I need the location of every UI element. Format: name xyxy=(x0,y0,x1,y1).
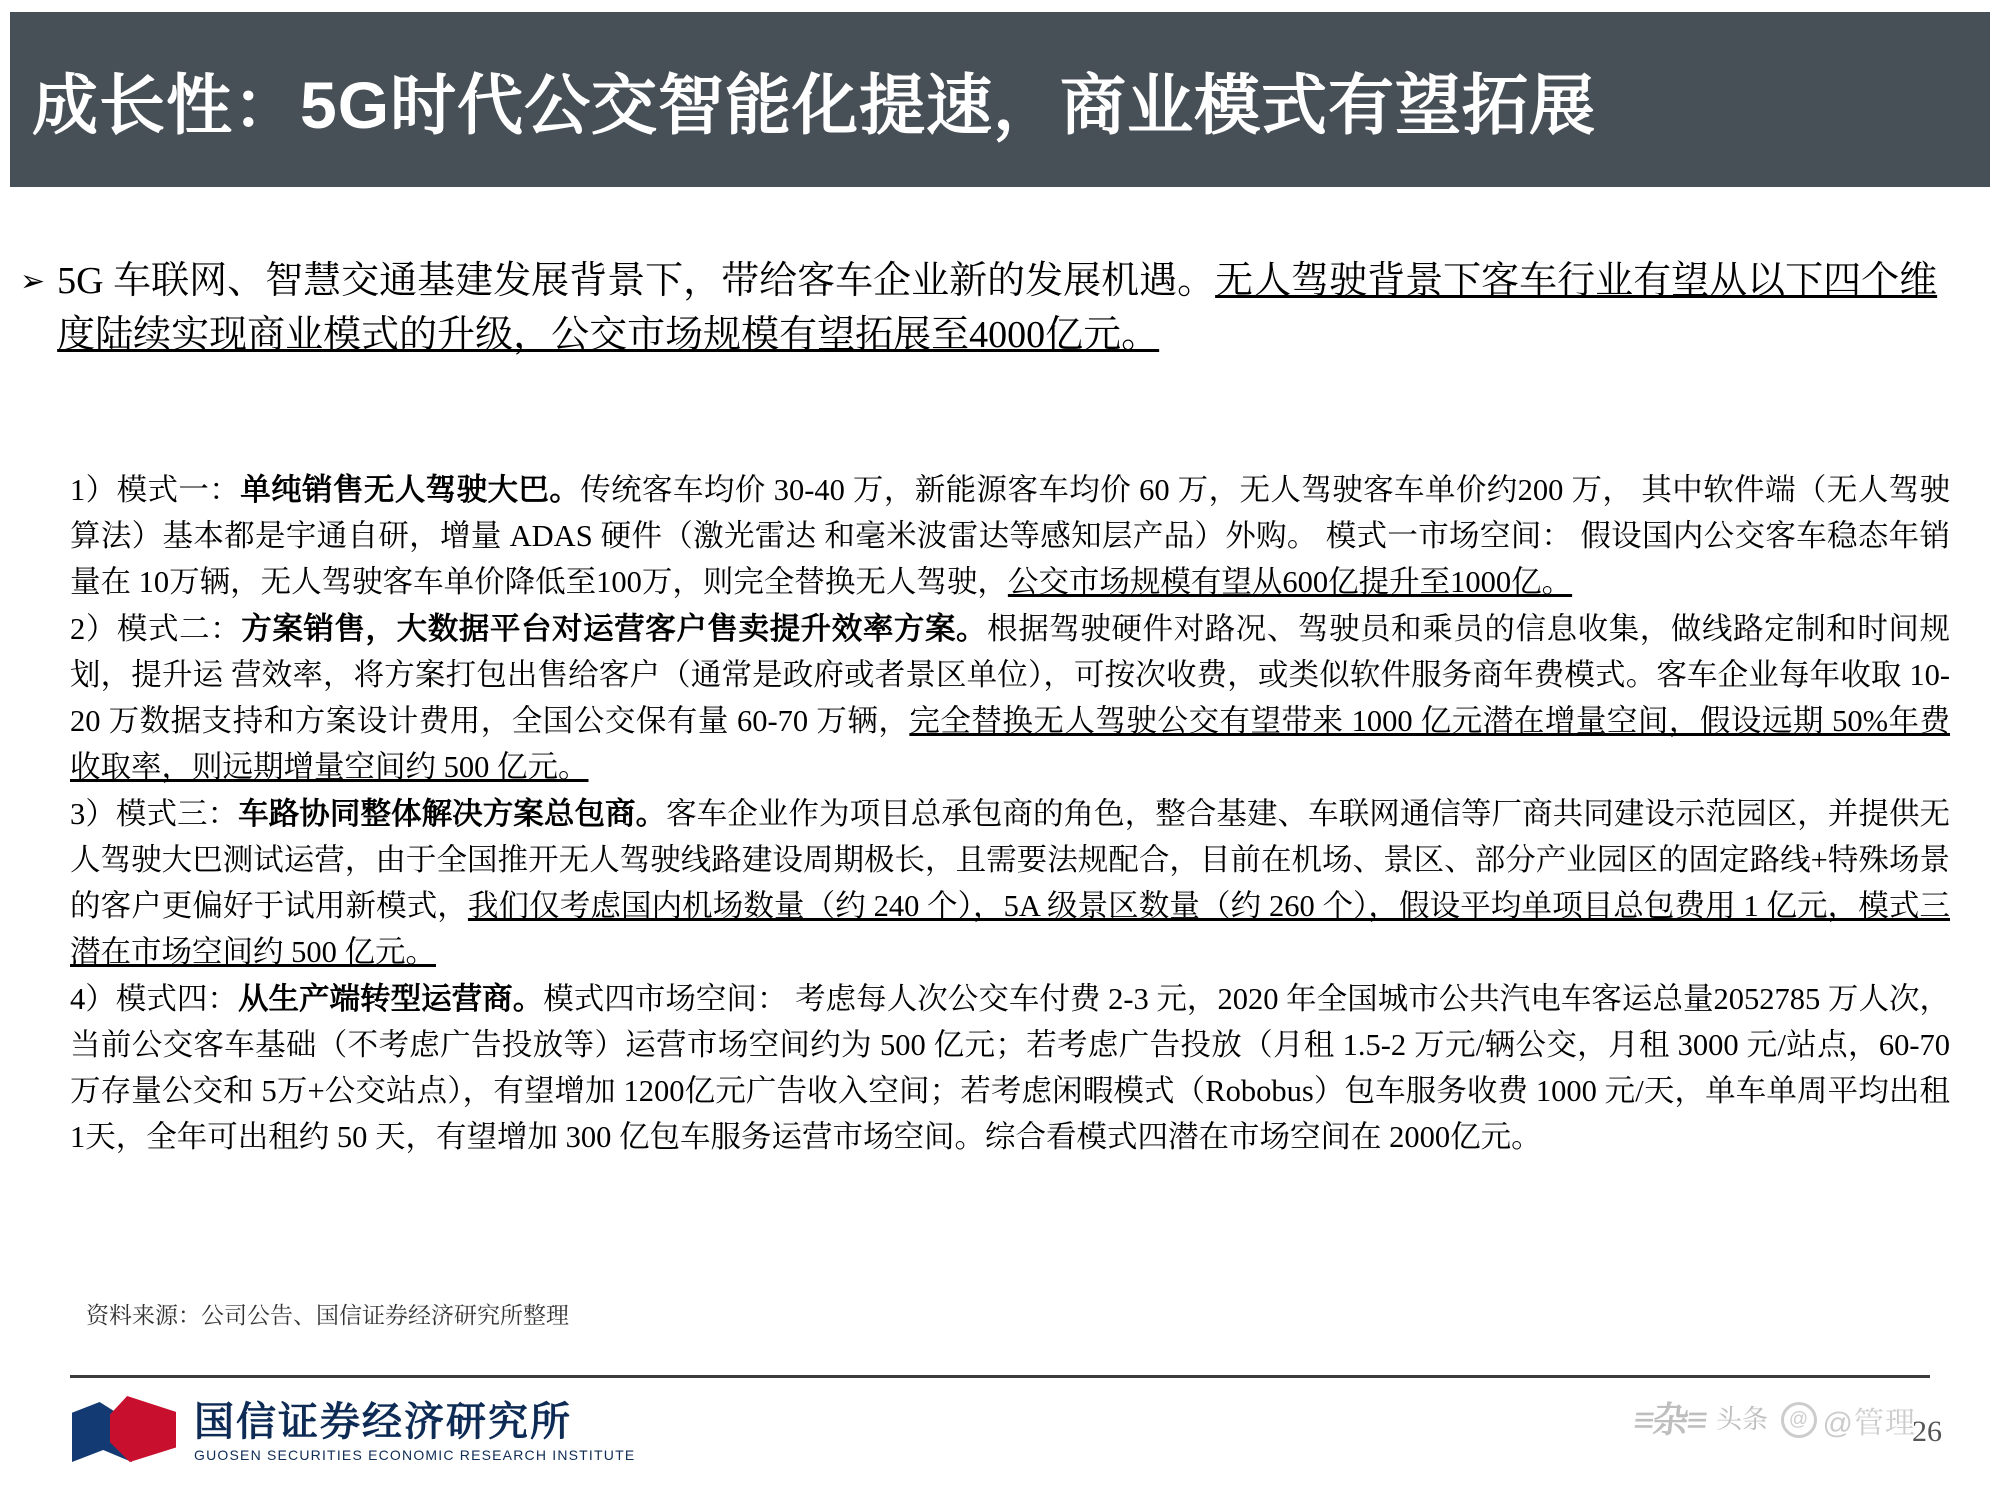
paragraph-mode-1 xyxy=(70,468,1950,605)
source-note: 资料来源：公司公告、国信证券经济研究所整理 xyxy=(86,1303,569,1328)
at-sign-icon: @ xyxy=(1781,1402,1817,1438)
paragraph-3-bold-lead: 车路协同整体解决方案总包商。 xyxy=(238,797,667,832)
logo-text-en: GUOSEN SECURITIES ECONOMIC RESEARCH INSTITUTE xyxy=(194,1447,636,1463)
toutiao-watermark-label: 头条 xyxy=(1715,1404,1768,1434)
paragraph-4-index: 4）模式四： xyxy=(70,982,238,1017)
paragraph-3-underlined: 我们仅考虑国内机场数量（约 240 个），5A 级景区数量（约 260 个），假设平均单项目总包费用 1 亿元，模式三潜在市场空间约 500 亿元。 xyxy=(70,888,1950,969)
bullet-arrow-icon: ➢ xyxy=(20,264,46,299)
handle-watermark xyxy=(1781,1398,1916,1442)
paragraph-2-index: 2）模式二： xyxy=(70,612,242,647)
lead-bullet-block xyxy=(20,255,1970,363)
paragraph-3-index: 3）模式三： xyxy=(70,797,239,832)
logo-shape-red xyxy=(110,1396,176,1462)
page-title: 成长性：5G时代公交智能化提速，商业模式有望拓展 xyxy=(32,68,1597,142)
company-logo xyxy=(72,1396,635,1468)
handle-watermark-label: @管理 xyxy=(1822,1407,1916,1440)
paragraph-4-bold-lead: 从生产端转型运营商。 xyxy=(237,982,544,1017)
paragraph-1-index: 1）模式一： xyxy=(70,473,241,507)
toutiao-watermark xyxy=(1631,1392,1768,1443)
paragraph-mode-3 xyxy=(70,792,1950,975)
toutiao-logo-icon: ≡杂≡ xyxy=(1631,1399,1708,1440)
guosen-logo-icon xyxy=(72,1396,180,1468)
paragraph-2-underlined: 完全替换无人驾驶公交有望带来 1000 亿元潜在增量空间，假设远期 50%年费收取率，则远期增量空间约 500 亿元。 xyxy=(70,703,1951,784)
slide-title-bar xyxy=(10,12,1990,187)
lead-paragraph-underlined: 无人驾驶背景下客车行业有望从以下四个维度陆续实现商业模式的升级，公交市场规模有望拓展至4000亿元。 xyxy=(57,260,1938,356)
paragraph-2-text: 根据驾驶硬件对路况、驾驶员和乘员的信息收集，做线路定制和时间规划，提升运 营效率，将方案打包出售给客户（通常是政府或者景区单位），可按次收费，或类似软件服务商年费模式。客车企业每年收取 10-20 万数据支持和方案设计费用，全国公交保有量 60-70 万辆， xyxy=(70,612,1951,738)
lead-paragraph-normal: 5G 车联网、智慧交通基建发展背景下，带给客车企业新的发展机遇。 xyxy=(57,260,1216,302)
body-paragraphs xyxy=(70,468,1950,1162)
paragraph-3-text: 客车企业作为项目总承包商的角色，整合基建、车联网通信等厂商共同建设示范园区，并提供无人驾驶大巴测试运营，由于全国推开无人驾驶线路建设周期极长，且需要法规配合，目前在机场、景区、部分产业园区的固定路线+特殊场景的客户更偏好于试用新模式， xyxy=(70,797,1951,923)
logo-text-cn: 国信证券经济研究所 xyxy=(194,1400,572,1444)
logo-text-block xyxy=(194,1401,635,1463)
lead-paragraph xyxy=(57,255,1937,363)
paragraph-mode-2 xyxy=(70,607,1950,790)
footer-divider xyxy=(70,1375,1930,1378)
paragraph-1-bold-lead: 单纯销售无人驾驶大巴。 xyxy=(240,473,581,507)
paragraph-mode-4 xyxy=(70,977,1950,1160)
paragraph-1-text: 传统客车均价 30-40 万，新能源客车均价 60 万，无人驾驶客车单价约200 万， 其中软件端（无人驾驶算法）基本都是宇通自研，增量 ADAS 硬件（激光雷达 和毫米波雷达等感知层产品）外购。 模式一市场空间： 假设国内公交客车稳态年销量在 10万辆，无人驾驶客车单价降低至100万，则完全替换无人驾驶， xyxy=(70,473,1951,599)
paragraph-1-underlined: 公交市场规模有望从600亿提升至1000亿。 xyxy=(1007,564,1573,599)
paragraph-2-bold-lead: 方案销售，大数据平台对运营客户售卖提升效率方案。 xyxy=(241,612,988,647)
page-number: 26 xyxy=(1912,1415,1942,1448)
paragraph-4-text: 模式四市场空间： 考虑每人次公交车付费 2-3 元，2020 年全国城市公共汽电车客运总量2052785 万人次，当前公交客车基础（不考虑广告投放等）运营市场空间约为 500 亿元；若考虑广告投放（月租 1.5-2 万元/辆公交，月租 3000 元/站点，60-70万存量公交和 5万+公交站点），有望增加 1200亿元广告收入空间；若考虑闲暇模式（Robobus）包车服务收费 1000 元/天，单车单周平均出租 1天，全年可出租约 50 天，有望增加 300 亿包车服务运营市场空间。综合看模式四潜在市场空间在 2000亿元。 xyxy=(70,982,1951,1154)
